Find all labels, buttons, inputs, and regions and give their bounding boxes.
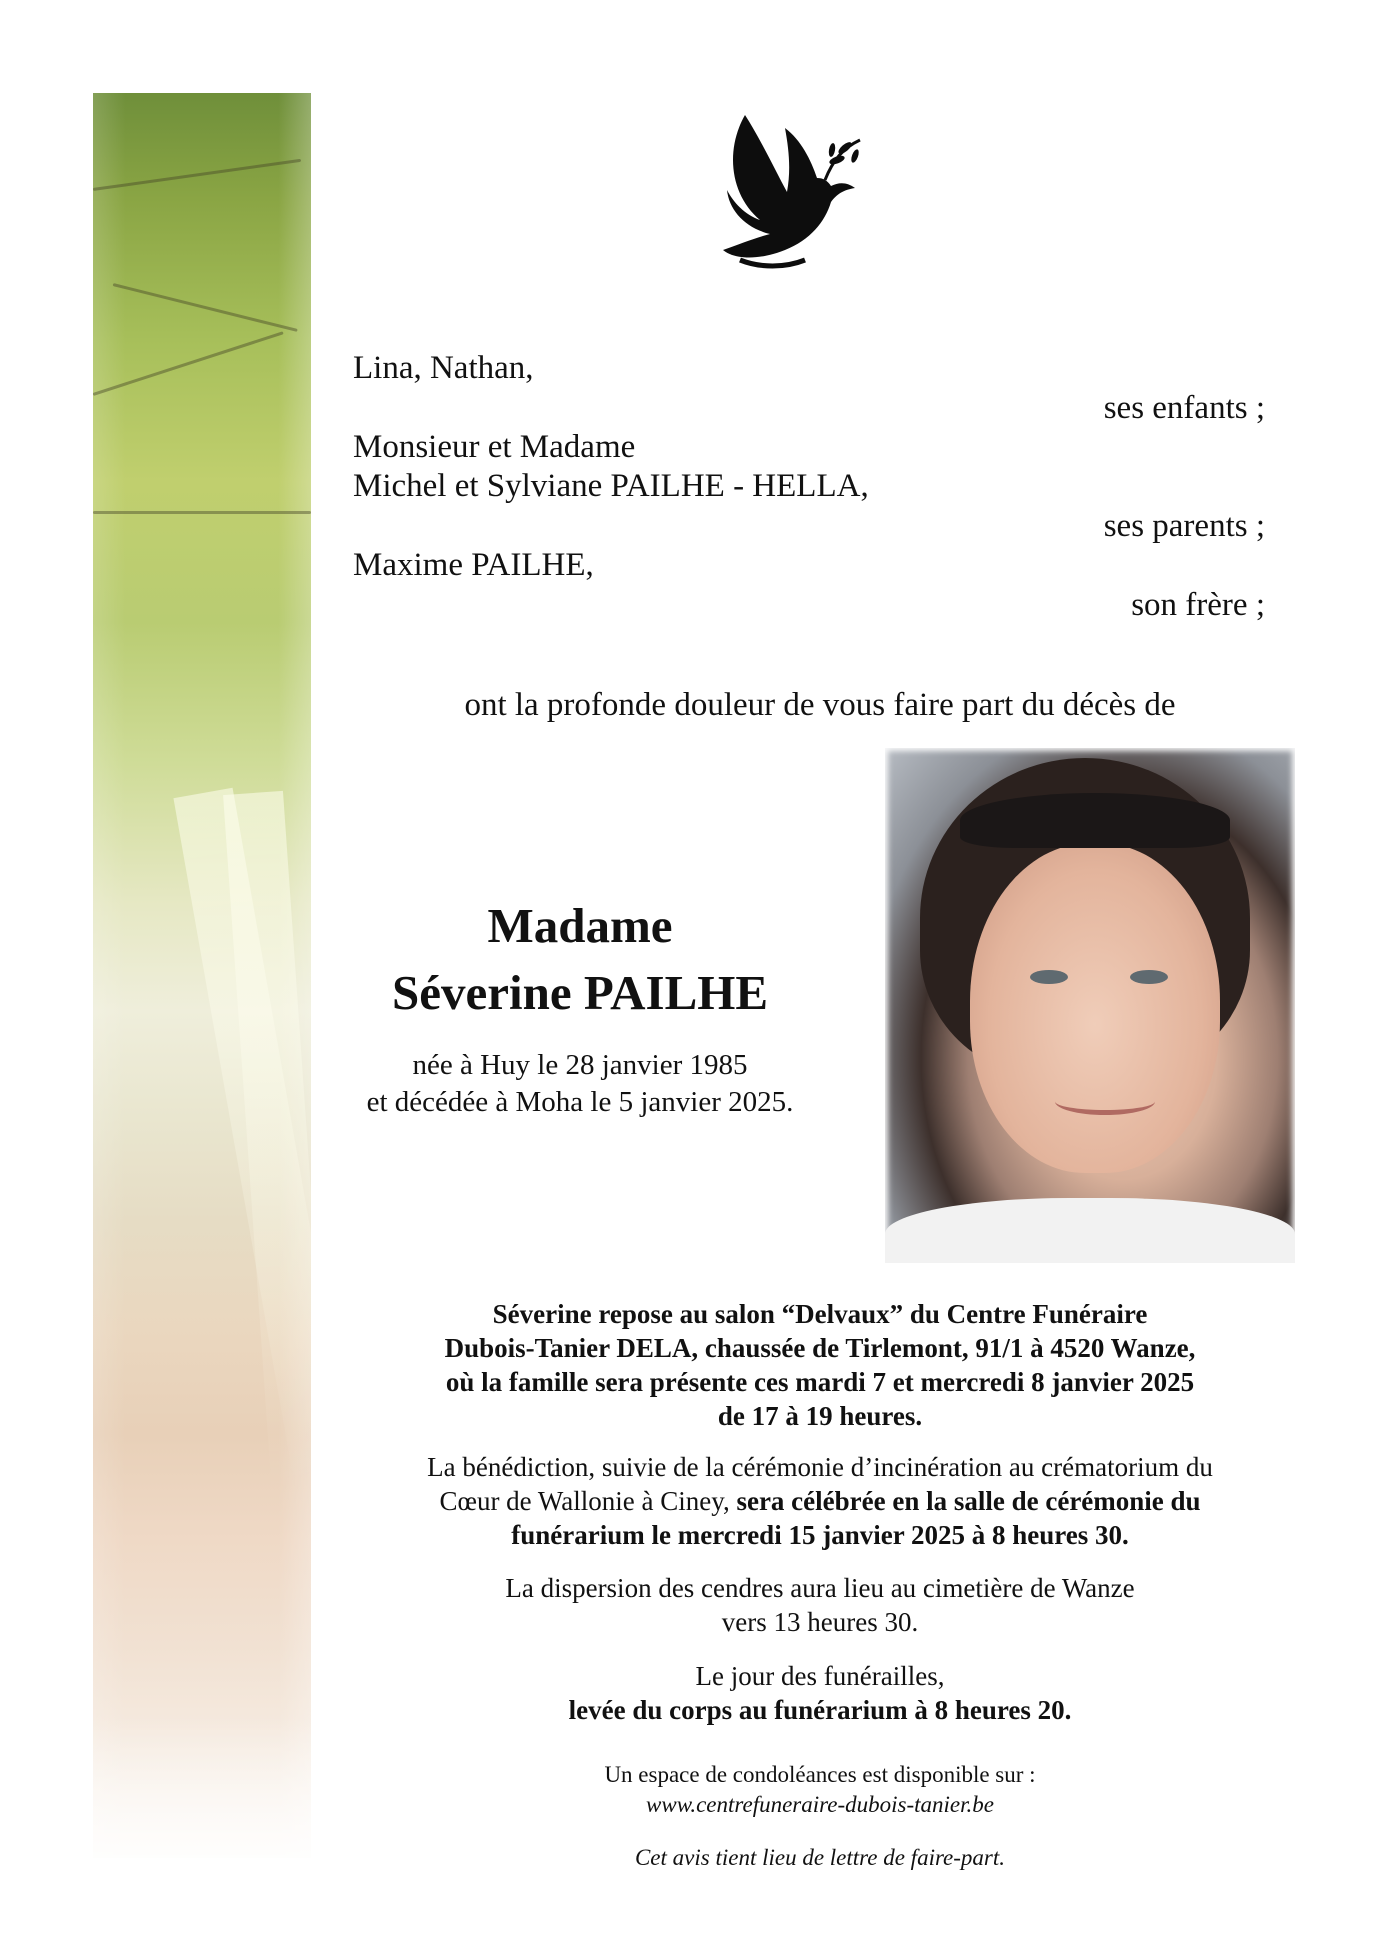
parents-title: Monsieur et Madame xyxy=(353,429,636,465)
condolences-line: Un espace de condoléances est disponible sur : xyxy=(604,1762,1036,1787)
condolences-link[interactable]: www.centrefuneraire-dubois-tanier.be xyxy=(646,1792,994,1817)
ceremony-text xyxy=(330,1450,1310,1552)
footer-note: Cet avis tient lieu de lettre de faire-part. xyxy=(634,1845,1006,1870)
ceremony-venue: sera célébrée en la salle de cérémonie du xyxy=(736,1486,1201,1516)
ceremony-line xyxy=(330,1484,1310,1518)
visitation-line: où la famille sera présente ces mardi 7 et mercredi 8 janvier 2025 xyxy=(445,1367,1195,1397)
visitation-line: Séverine repose au salon “Delvaux” du Centre Funéraire xyxy=(492,1299,1148,1329)
tree-branch xyxy=(93,159,301,191)
tree-branch xyxy=(93,331,284,396)
ceremony-line: La bénédiction, suivie de la cérémonie d’incinération au crématorium du xyxy=(427,1452,1213,1482)
condolences-text xyxy=(330,1760,1310,1820)
portrait-eye xyxy=(1130,970,1168,984)
dispersion-text xyxy=(330,1571,1310,1639)
funeral-day-time: levée du corps au funérarium à 8 heures 20. xyxy=(568,1695,1072,1725)
tree-branch xyxy=(113,283,298,332)
ceremony-location: Cœur de Wallonie à Ciney, xyxy=(439,1486,737,1516)
children-names: Lina, Nathan, xyxy=(353,350,534,386)
visitation-line: Dubois-Tanier DELA, chaussée de Tirlemont, 91/1 à 4520 Wanze, xyxy=(444,1333,1196,1363)
portrait-eye xyxy=(1030,970,1068,984)
visitation-text xyxy=(330,1297,1310,1433)
brother-role: son frère ; xyxy=(1131,587,1265,623)
deceased-name: Séverine PAILHE xyxy=(391,965,769,1020)
ceremony-date: funérarium le mercredi 15 janvier 2025 à 8 heures 30. xyxy=(511,1520,1129,1550)
children-role: ses enfants ; xyxy=(1103,390,1265,426)
parents-names: Michel et Sylviane PAILHE - HELLA, xyxy=(353,468,869,504)
funeral-day-text xyxy=(330,1659,1310,1727)
forest-path-photo xyxy=(93,93,311,1858)
parents-role: ses parents ; xyxy=(1103,508,1265,544)
tree-branch xyxy=(93,511,311,514)
visitation-line: de 17 à 19 heures. xyxy=(717,1401,923,1431)
portrait-headband xyxy=(960,793,1230,848)
dispersion-line: La dispersion des cendres aura lieu au cimetière de Wanze xyxy=(505,1573,1135,1603)
funeral-day-line: Le jour des funérailles, xyxy=(695,1661,945,1691)
portrait-shirt xyxy=(885,1198,1295,1263)
dove-icon xyxy=(715,110,865,285)
dispersion-line: vers 13 heures 30. xyxy=(721,1607,919,1637)
announcement-text: ont la profonde douleur de vous faire part du décès de xyxy=(464,687,1176,723)
birth-info: née à Huy le 28 janvier 1985 xyxy=(412,1049,748,1081)
deceased-title: Madame xyxy=(487,898,673,953)
portrait-face xyxy=(970,843,1220,1173)
brother-name: Maxime PAILHE, xyxy=(353,547,594,583)
portrait-photo xyxy=(885,748,1295,1263)
portrait-smile xyxy=(1055,1088,1155,1115)
death-info: et décédée à Moha le 5 janvier 2025. xyxy=(366,1086,794,1118)
